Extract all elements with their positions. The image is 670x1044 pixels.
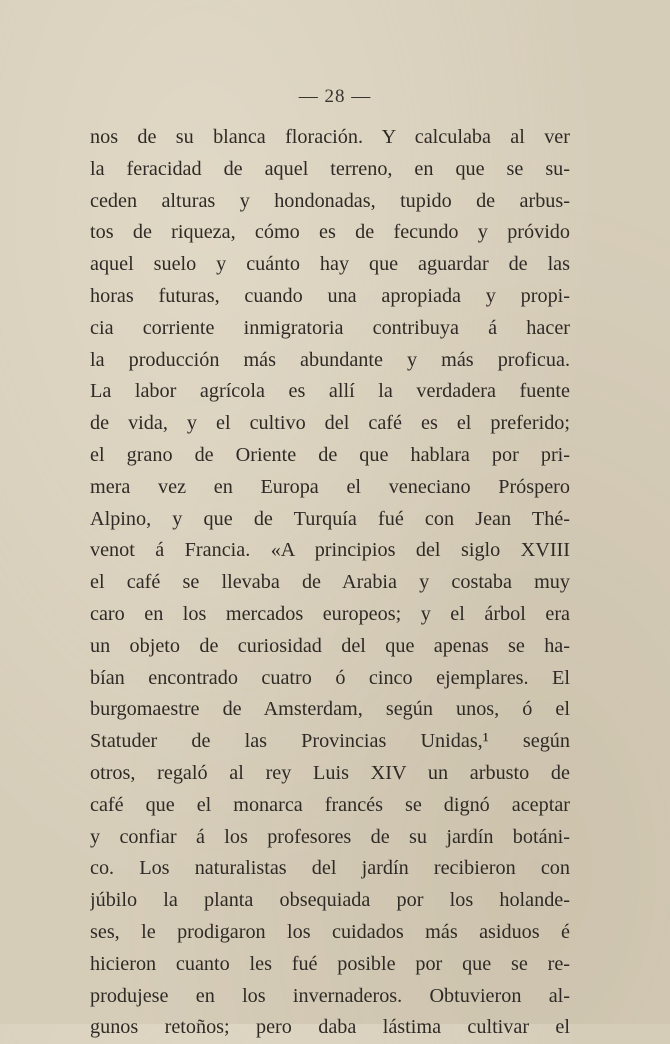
text-line: júbilo la planta obsequiada por los holande-: [90, 889, 570, 912]
text-line: la producción más abundante y más proficua.: [90, 348, 570, 371]
text-line: horas futuras, cuando una apropiada y propi-: [90, 284, 570, 307]
text-line: ses, le prodigaron los cuidados más asiduos é: [90, 920, 570, 943]
text-line: Alpino, y que de Turquía fué con Jean Thé-: [90, 507, 570, 530]
text-line: mera vez en Europa el veneciano Próspero: [90, 475, 570, 498]
text-line: La labor agrícola es allí la verdadera fuente: [90, 380, 570, 403]
text-line: el café se llevaba de Arabia y costaba muy: [90, 571, 570, 594]
text-line: venot á Francia. «A principios del siglo XVIII: [90, 539, 570, 562]
text-line: Statuder de las Provincias Unidas,¹ según: [90, 730, 570, 753]
text-line: y confiar á los profesores de su jardín botáni-: [90, 825, 570, 848]
text-line: la feracidad de aquel terreno, en que se su-: [90, 157, 570, 180]
text-line: gunos retoños; pero daba lástima cultivar el: [90, 1016, 570, 1039]
text-line: café que el monarca francés se dignó aceptar: [90, 793, 570, 816]
body-text: [90, 122, 570, 1044]
text-line: de vida, y el cultivo del café es el preferido;: [90, 412, 570, 435]
text-line: tos de riqueza, cómo es de fecundo y próvido: [90, 221, 570, 244]
text-line: el grano de Oriente de que hablara por pri-: [90, 443, 570, 466]
text-line: burgomaestre de Amsterdam, según unos, ó el: [90, 698, 570, 721]
text-line: produjese en los invernaderos. Obtuvieron al-: [90, 984, 570, 1007]
text-line: otros, regaló al rey Luis XIV un arbusto de: [90, 761, 570, 784]
text-line: bían encontrado cuatro ó cinco ejemplares. El: [90, 666, 570, 689]
text-line: un objeto de curiosidad del que apenas se ha-: [90, 634, 570, 657]
text-line: co. Los naturalistas del jardín recibieron con: [90, 857, 570, 880]
text-line: nos de su blanca floración. Y calculaba al ver: [90, 126, 570, 148]
text-line: cia corriente inmigratoria contribuya á hacer: [90, 316, 570, 339]
text-line: aquel suelo y cuánto hay que aguardar de las: [90, 253, 570, 276]
text-line: hicieron cuanto les fué posible por que se re-: [90, 952, 570, 975]
page-number: — 28 —: [298, 86, 372, 107]
text-line: caro en los mercados europeos; y el árbol era: [90, 602, 570, 625]
text-line: ceden alturas y hondonadas, tupido de arbus-: [90, 189, 570, 212]
